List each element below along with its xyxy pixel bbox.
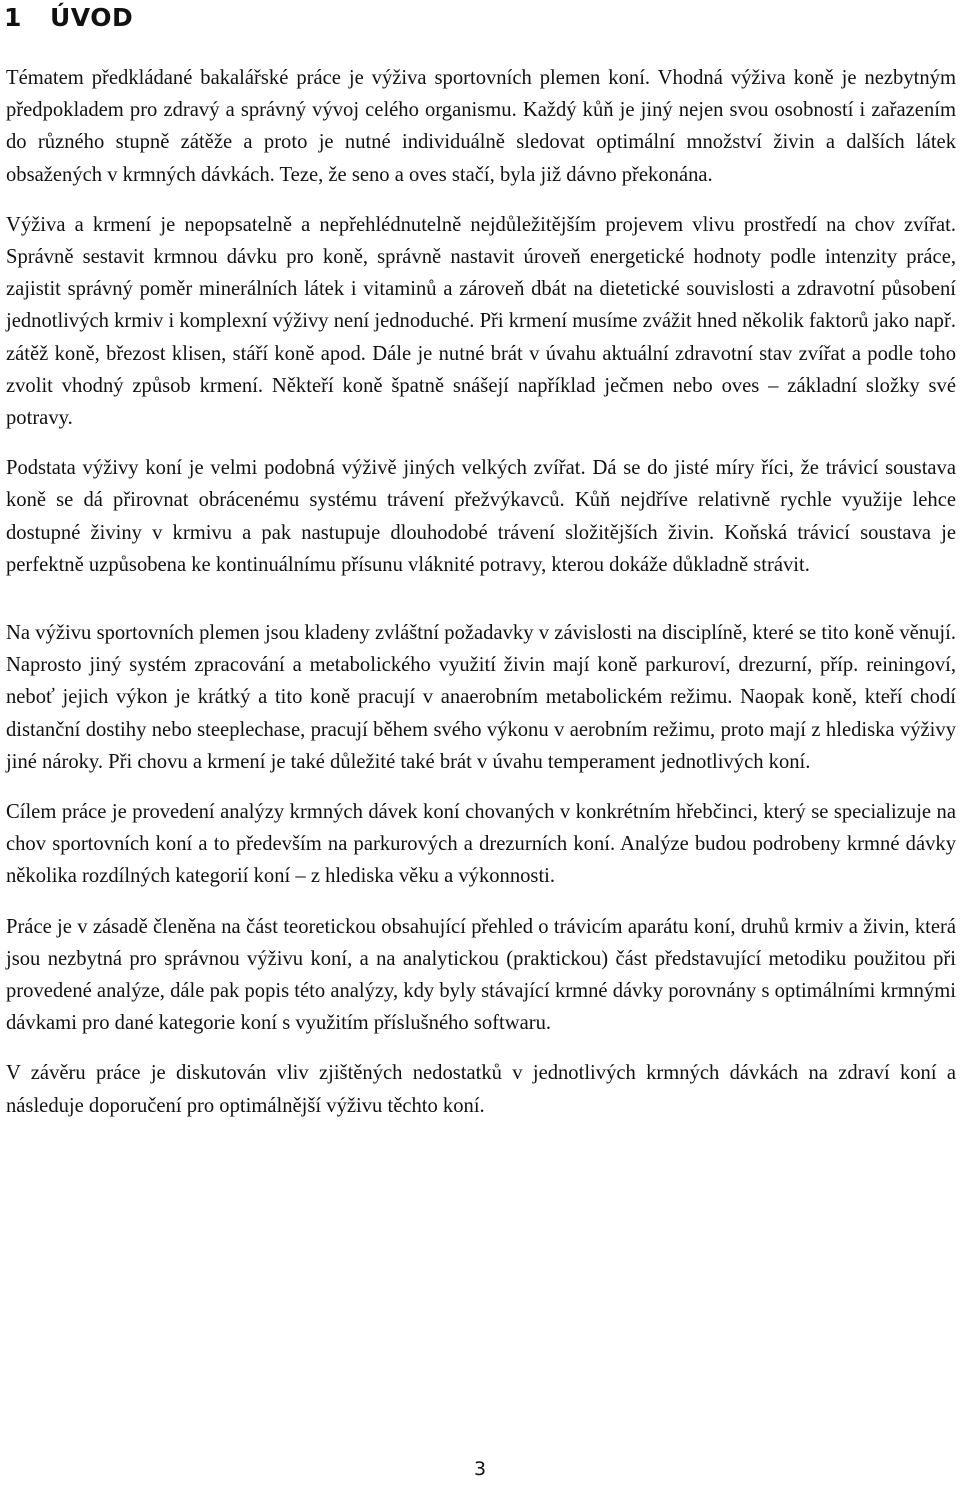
chapter-title: ÚVOD <box>50 3 134 32</box>
paragraph-conclusion: V závěru práce je diskutován vliv zjištěných nedostatků v jednotlivých krmných dávkách na zdraví koní a následuje doporučení pro optimálnější výživu těchto koní. <box>6 1062 956 1117</box>
paragraph-structure: Práce je v zásadě členěna na část teoretickou obsahující přehled o trávicím aparátu koní, druhů krmiv a živin, která jsou nezbytná pro správnou výživu koní, a na analytickou (praktickou) část představující metodiku použitou při provedené analýze, dále pak popis této analýzy, kdy byly stávající krmné dávky porovnány s optimálními krmnými dávkami pro dané kategorie koní s využitím příslušného softwaru. <box>6 915 956 1035</box>
chapter-number: 1 <box>4 3 22 32</box>
paragraph-nutrition-importance: Výživa a krmení je nepopsatelně a nepřehlédnutelně nejdůležitějším projevem vlivu prostředí na chov zvířat. Správně sestavit krmnou dávku pro koně, správně nastavit úroveň energetické hodnoty podle intenzity práce, zajistit správný poměr minerálních látek i vitaminů a zároveň dbát na dietetické souvislosti a zdravotní působení jednotlivých krmiv i komplexní výživy není jednoduché. Při krmení musíme zvážit hned několik faktorů jako např. zátěž koně, březost klisen, stáří koně apod. Dále je nutné brát v úvahu aktuální zdravotní stav zvířat a podle toho zvolit vhodný způsob krmení. Někteří koně špatně snášejí například ječmen nebo oves – základní složky své potravy. <box>6 213 956 430</box>
paragraph-topic: Tématem předkládané bakalářské práce je výživa sportovních plemen koní. Vhodná výživa koně je nezbytným předpokladem pro zdravý a správný vývoj celého organismu. Každý kůň je jiný nejen svou osobností i zařazením do různého stupně zátěže a proto je nutné individuálně sledovat optimální množství živin a dalších látek obsažených v krmných dávkách. Teze, že seno a oves stačí, byla již dávno překonána. <box>6 67 956 186</box>
paragraph-digestion: Podstata výživy koní je velmi podobná výživě jiných velkých zvířat. Dá se do jisté míry říci, že trávicí soustava koně se dá přirovnat obrácenému systému trávení přežvýkavců. Kůň nejdříve relativně rychle využije lehce dostupné živiny v krmivu a pak nastupuje dlouhodobé trávení složitějších živin. Koňská trávicí soustava je perfektně uzpůsobena ke kontinuálnímu přísunu vláknité potravy, kterou dokáže důkladně strávit. <box>6 457 956 576</box>
paragraph-goal: Cílem práce je provedení analýzy krmných dávek koní chovaných v konkrétním hřebčinci, který se specializuje na chov sportovních koní a to především na parkurových a drezurních koní. Analýze budou podrobeny krmné dávky několika rozdílných kategorií koní – z hlediska věku a výkonnosti. <box>6 801 956 888</box>
chapter-heading <box>4 0 133 36</box>
page-number: 3 <box>473 1458 487 1480</box>
paragraph-sport-breeds: Na výživu sportovních plemen jsou kladeny zvláštní požadavky v závislosti na disciplíně, které se tito koně věnují. Naprosto jiný systém zpracování a metabolického využití živin mají koně parkuroví, drezurní, příp. reiningoví, neboť jejich výkon je krátký a tito koně pracují v anaerobním metabolickém režimu. Naopak koně, kteří chodí distanční dostihy nebo steeplechase, pracují během svého výkonu v aerobním režimu, proto mají z hlediska výživy jiné nároky. Při chovu a krmení je také důležité také brát v úvahu temperament jednotlivých koní. <box>6 622 956 773</box>
chapter-body <box>6 62 956 1140</box>
